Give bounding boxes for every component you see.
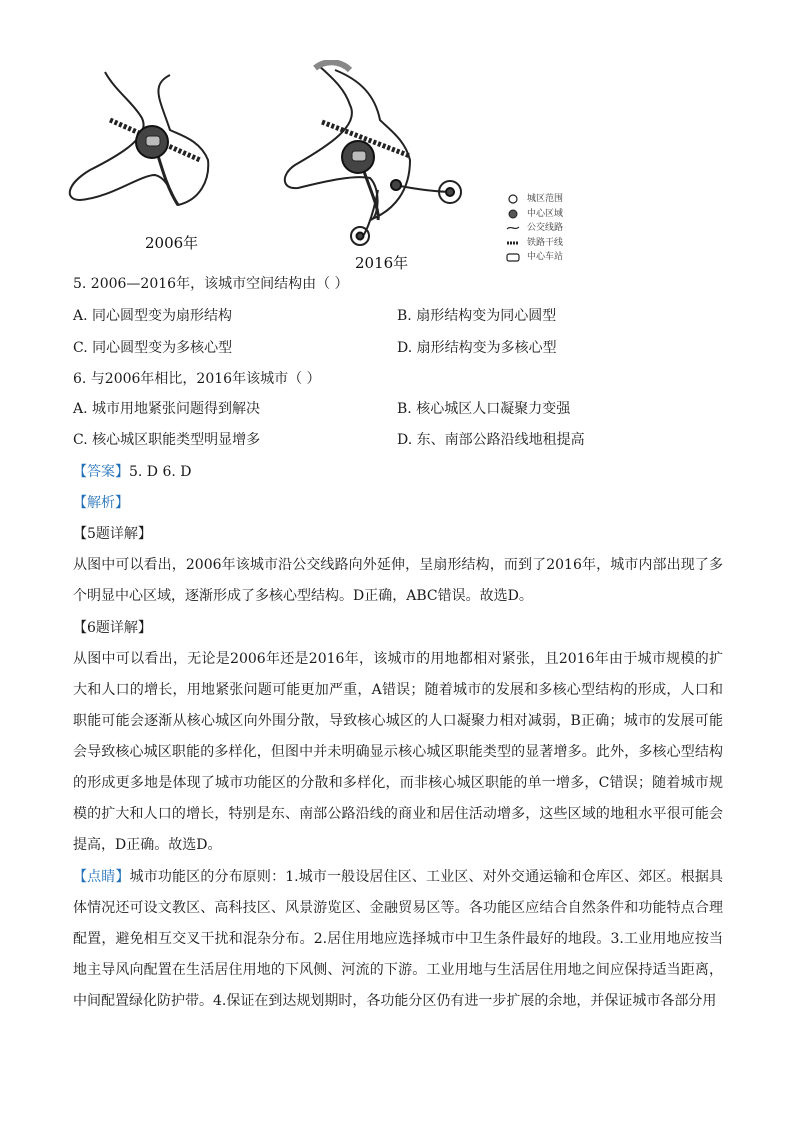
question-5-option-d: D. 扇形结构变为多核心型 [397,340,557,356]
question-6-option-d: D. 东、南部公路沿线地租提高 [397,432,585,448]
question-6-option-b: B. 核心城区人口凝聚力变强 [397,401,571,417]
city-map-figure [60,60,620,275]
detail-5-tag: 【5题详解】 [73,526,152,542]
urban-boundary-2016 [285,65,410,220]
central-station-2006 [146,136,160,146]
question-5-stem: 5. 2006—2016年，该城市空间结构由（ ） [73,276,349,292]
legend-item-center-area: 中心区域 [505,207,563,222]
question-6-option-a: A. 城市用地紧张问题得到解决 [73,401,261,417]
map-2006-label: 2006年 [145,234,199,252]
center-area-mid-2016 [391,180,401,190]
analysis-tag: 【解析】 [73,495,129,511]
railway-icon [505,239,521,247]
detail-6-heading [73,618,723,638]
legend-item-urban-area: 城区范围 [505,192,563,207]
detail-5-text: 从图中可以看出，2006年该城市沿公交线路向外延伸，呈扇形结构，而到了2016年，城市内部出现了多个明显中心区域，逐渐形成了多核心型结构。D正确，ABC错误。故选D。 [73,557,723,604]
center-area-east-2016 [446,188,454,196]
map-2006 [70,72,208,205]
detail-6-tag: 【6题详解】 [73,620,152,636]
map-legend [505,192,563,265]
center-area-south-2016 [357,233,364,240]
filled-circle-icon [505,209,521,219]
detail-6-text: 从图中可以看出，无论是2006年还是2016年，该城市的用地都相对紧张，且2016年由于城市规模的扩大和人口的增长，用地紧张问题可能更加严重，A错误；随着城市的发展和多核心型结构的形成，人口和职能可能会逐渐从核心城区向外围分散，导致核心城区的人口凝聚力相对减弱，B正确；城市的发展可能会导致核心城区职能的多样化，但图中并未明确显示核心城区职能类型的显著增多。此外，多核心型结构的形成更多地是体现了城市功能区的分散和多样化，而非核心城区职能的单一增多，C错误；随着城市规模的扩大和人口的增长，特别是东、南部公路沿线的商业和居住活动增多，这些区域的地租水平很可能会提高，D正确。故选D。 [73,651,723,853]
map-2016 [285,62,461,245]
question-5-option-a: A. 同心圆型变为扇形结构 [73,308,233,324]
circle-outline-icon [505,194,521,204]
question-6-option-c: C. 核心城区职能类型明显增多 [73,432,261,448]
tip-text: 城市功能区的分布原则：1.城市一般设居住区、工业区、对外交通运输和仓库区、郊区。根据具体情况还可设文教区、高科技区、风景游览区、金融贸易区等。各功能区应结合自然条件和功能特点合理配置，避免相互交叉干扰和混杂分布。2.居住用地应选择城市中卫生条件最好的地段。3.工业用地应按当地主导风向配置在生活居住用地的下风侧、河流的下游。工业用地与生活居住用地之间应保持适当距离，中间配置绿化防护带。4.保证在到达规划期时，各功能分区仍有进一步扩展的余地，并保证城市各部分用 [73,869,723,1009]
question-5-option-b: B. 扇形结构变为同心圆型 [397,308,557,324]
question-6-stem: 6. 与2006年相比，2016年该城市（ ） [73,371,321,387]
central-station-2016 [352,151,366,161]
road-line-icon [505,224,521,232]
answer-tag: 【答案】 [73,464,129,480]
rounded-rect-icon [505,253,521,262]
tip-paragraph [73,862,723,1017]
analysis-line [73,493,723,513]
map-2016-label: 2016年 [355,254,409,272]
tip-tag: 【点睛】 [73,869,130,885]
legend-item-central-station: 中心车站 [505,250,563,265]
detail-5-heading [73,524,723,544]
answer-line [73,462,723,482]
legend-item-bus-route: 公交线路 [505,221,563,236]
top-blur-2016 [315,62,350,70]
legend-item-railway: 铁路干线 [505,236,563,251]
question-5-option-c: C. 同心圆型变为多核心型 [73,340,233,356]
answer-text: 5. D 6. D [129,464,192,480]
